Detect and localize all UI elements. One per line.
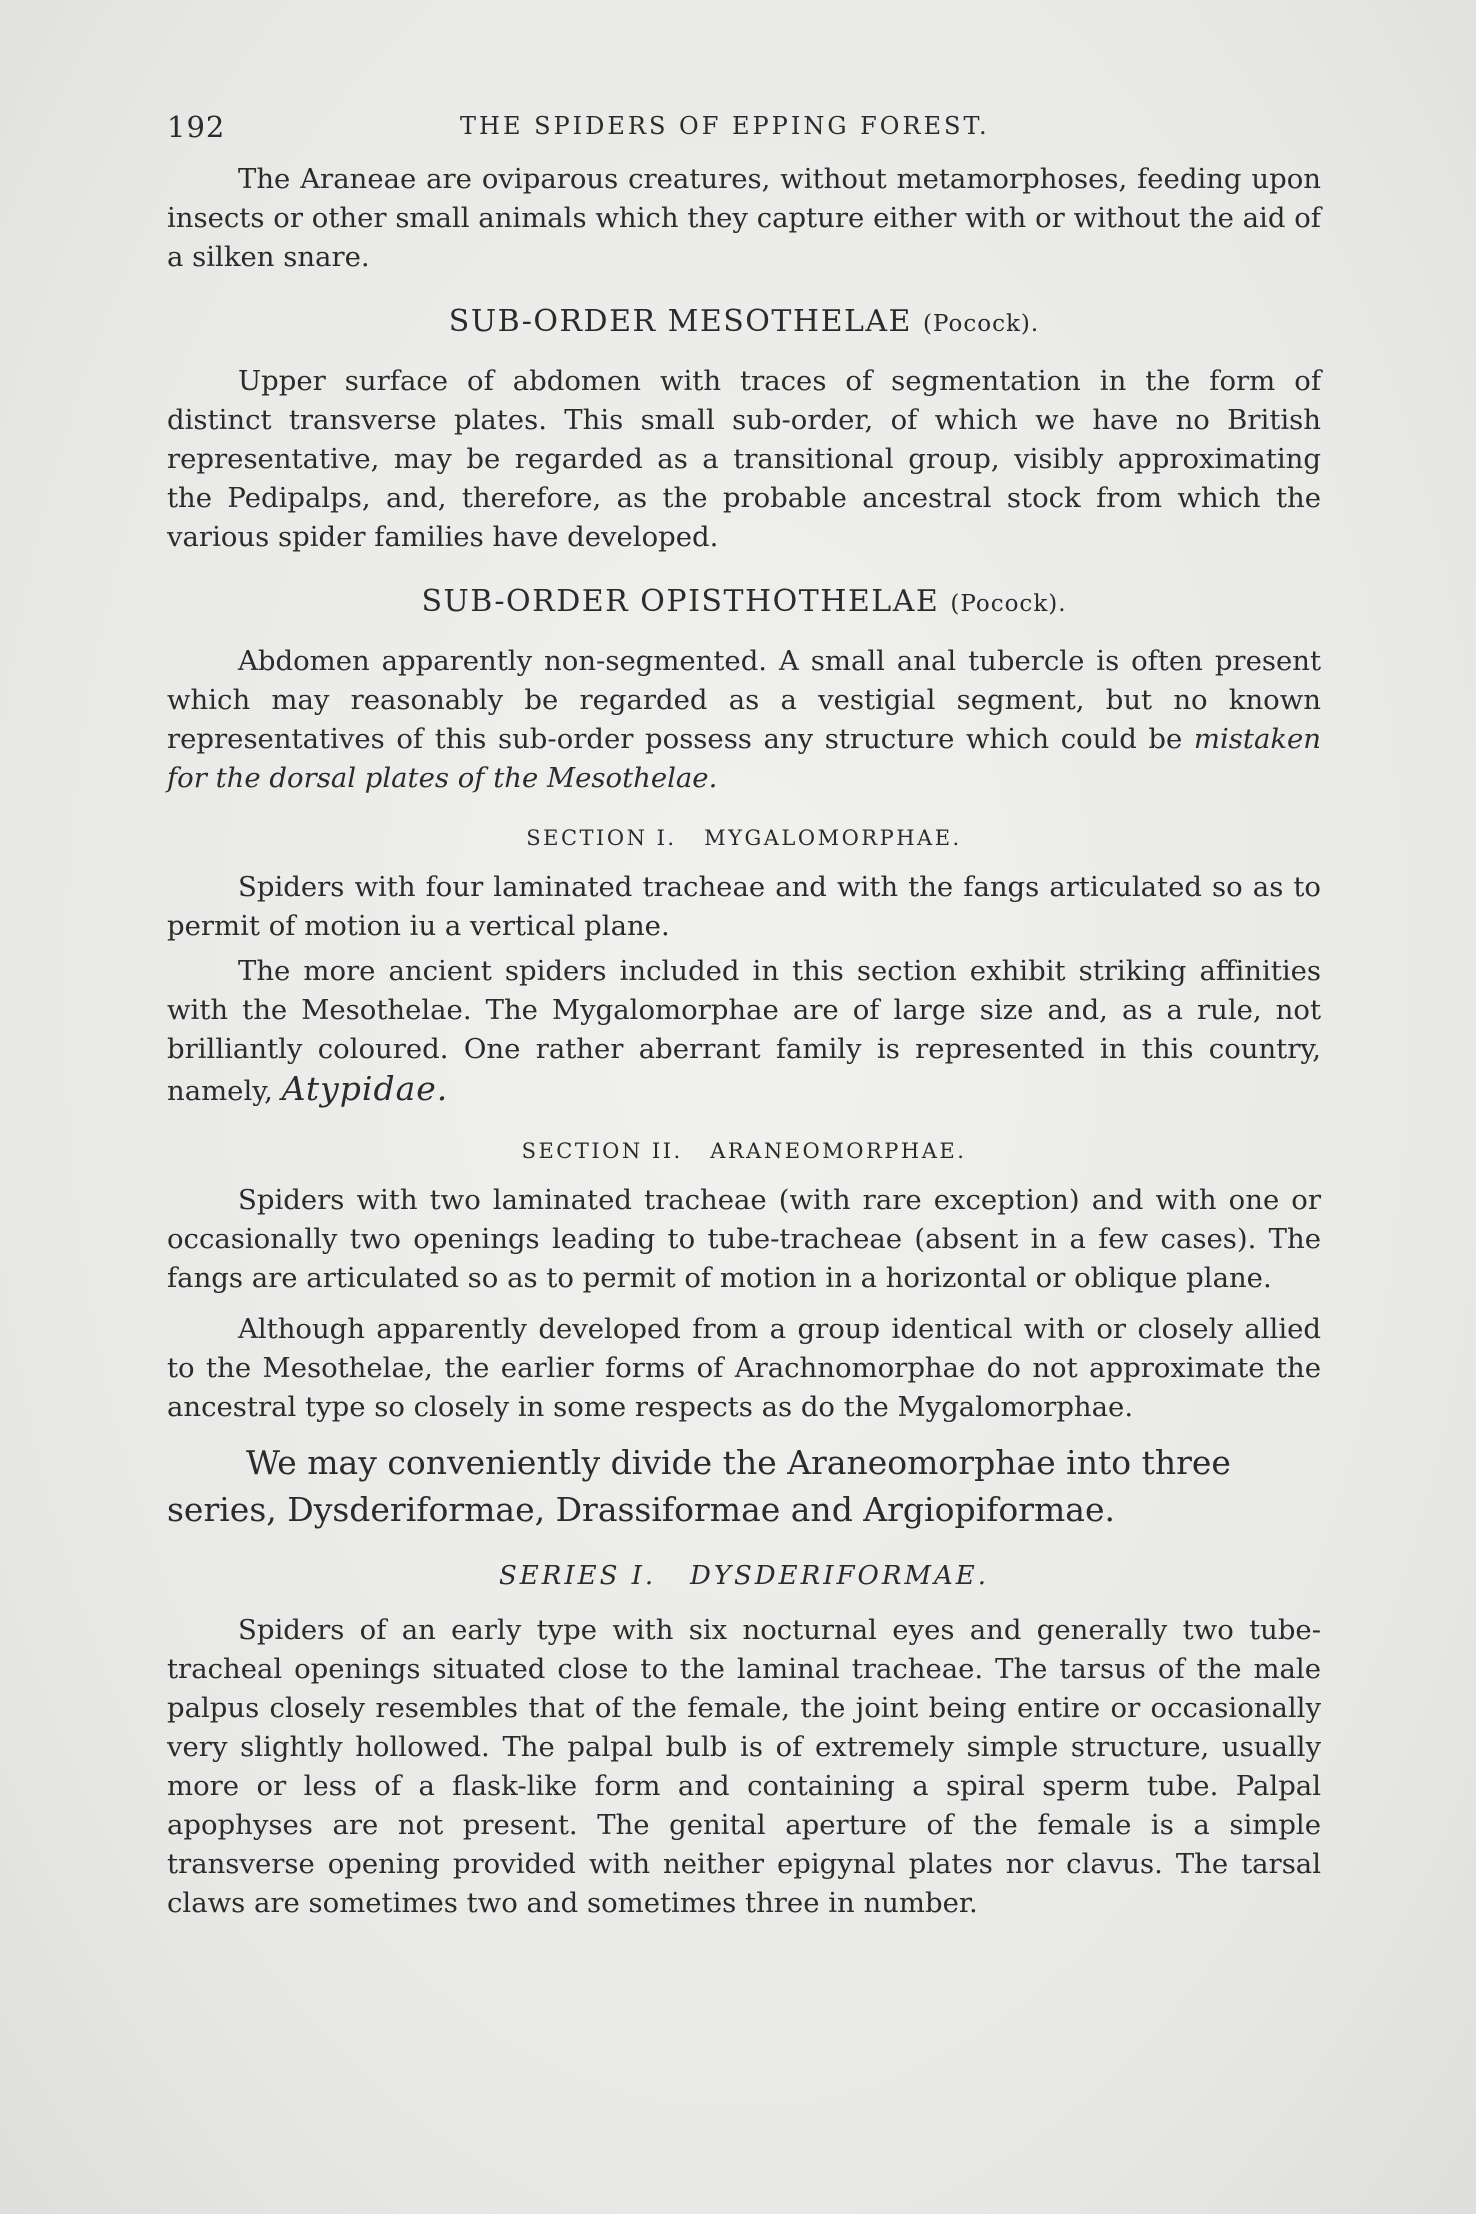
opisthothelae-author: (Pocock). <box>950 591 1067 617</box>
mesothelae-heading-text: SUB-ORDER MESOTHELAE <box>448 304 912 339</box>
mesothelae-heading <box>167 304 1321 339</box>
section-1-heading: SECTION I. MYGALOMORPHAE. <box>526 826 962 850</box>
series-1-paragraph: Spiders of an early type with six nocturnal eyes and generally two tube-tracheal openings situated close to the laminal tracheae. The tarsus of the male palpus closely resembles that of the female, the joint being entire or occasionally very slightly hollowed. The palpal bulb is of extremely simple structure, usually more or less of a flask-like form and containing a spiral sperm tube. Palpal apophyses are not present. The genital aperture of the female is a simple transverse opening provided with neither epigynal plates nor clavus. The tarsal claws are sometimes two and sometimes three in number. <box>167 1614 1321 1919</box>
opisthothelae-paragraph <box>167 642 1321 798</box>
opisthothelae-paragraph-text: Abdomen apparently non-segmented. A small anal tubercle is often present which may reasonably be regarded as a vestigial segment, but no known representatives of this sub-order possess any structure which could be <box>167 645 1321 755</box>
running-title: THE SPIDERS OF EPPING FOREST. <box>460 112 990 140</box>
page-number: 192 <box>167 110 226 144</box>
opisthothelae-paragraph-italic: mistaken for the dorsal plates of the Mesothelae. <box>167 723 1321 794</box>
paragraph-gap <box>167 1298 1321 1310</box>
opisthothelae-heading-text: SUB-ORDER OPISTHOTHELAE <box>421 584 940 619</box>
section-2-heading: SECTION II. ARANEOMORPHAE. <box>521 1139 967 1163</box>
mesothelae-author: (Pocock). <box>923 311 1040 337</box>
section-2-paragraph-1: Spiders with two laminated tracheae (with rare exception) and with one or occasionally two openings leading to tube-tracheae (absent in a few cases). The fangs are articulated so as to permit of motion in a horizontal or oblique plane. <box>167 1184 1321 1294</box>
atypidae-italic: Atypidae. <box>281 1069 449 1108</box>
section-1-paragraph-2-text: The more ancient spiders included in this section exhibit striking affinities with the Mesothelae. The Mygalomorphae are of large size and, as a rule, not brilliantly coloured. One rather aberrant family is represented in this country, namely, <box>167 955 1321 1107</box>
intro-paragraph: The Araneae are oviparous creatures, without metamorphoses, feeding upon insects or other small animals which they capture either with or without the aid of a silken snare. <box>167 163 1321 273</box>
section-2-paragraph-3: We may conveniently divide the Araneomorphae into three series, Dysderiformae, Drassiformae and Argiopiformae. <box>167 1443 1231 1529</box>
running-head <box>167 100 1321 160</box>
section-2-paragraph-2: Although apparently developed from a group identical with or closely allied to the Mesothelae, the earlier forms of Arachnomorphae do not approximate the ancestral type so closely in some respects as do the Mygalomorphae. <box>167 1313 1321 1423</box>
page-content <box>167 100 1321 1923</box>
section-1-paragraph-2 <box>167 952 1321 1111</box>
opisthothelae-heading <box>167 584 1321 619</box>
series-1-heading: SERIES I. DYSDERIFORMAE. <box>498 1561 990 1591</box>
mesothelae-paragraph: Upper surface of abdomen with traces of segmentation in the form of distinct transverse plates. This small sub-order, of which we have no British representative, may be regarded as a transitional group, visibly approximating the Pedipalps, and, therefore, as the probable ancestral stock from which the various spider families have developed. <box>167 365 1321 553</box>
section-1-paragraph-1: Spiders with four laminated tracheae and with the fangs articulated so as to permit of motion iu a vertical plane. <box>167 871 1321 942</box>
